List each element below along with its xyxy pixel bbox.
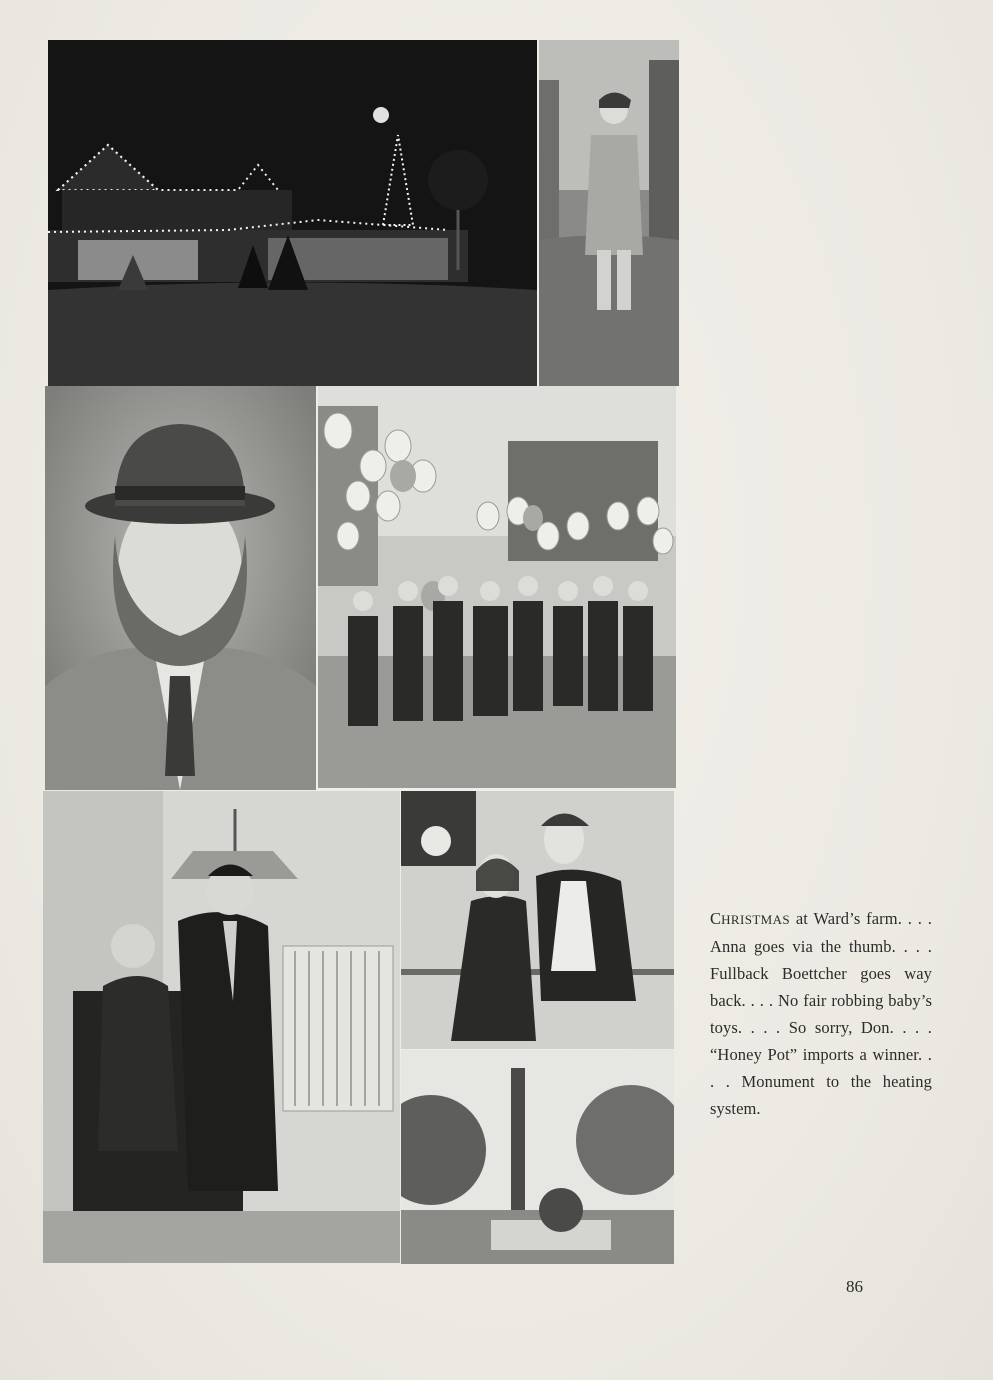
caption-text: at Ward’s farm. . . . Anna goes via the thumb. . . . Fullback Boettcher goes way back. . . . No fair robbing baby’s toys. . . . So sorry, Don. . . . “Honey Pot” imports a winner. . . . Monument to the heating system. (710, 909, 932, 1118)
photo-christmas-house-lights (48, 40, 537, 386)
photo-two-men-seated (43, 791, 400, 1263)
caption-lead-rest: HRISTMAS (721, 912, 791, 927)
photo-heating-system-smokestack (401, 1050, 674, 1264)
photo-caption (710, 905, 932, 1122)
photo-honey-pot-couple (401, 791, 674, 1049)
page-number: 86 (846, 1277, 863, 1296)
photo-anna-hitchhiking (539, 40, 679, 386)
photo-fullback-boettcher-portrait (45, 386, 316, 790)
photo-girls-with-balloons (318, 386, 676, 788)
caption-lead-first: C (710, 909, 722, 928)
